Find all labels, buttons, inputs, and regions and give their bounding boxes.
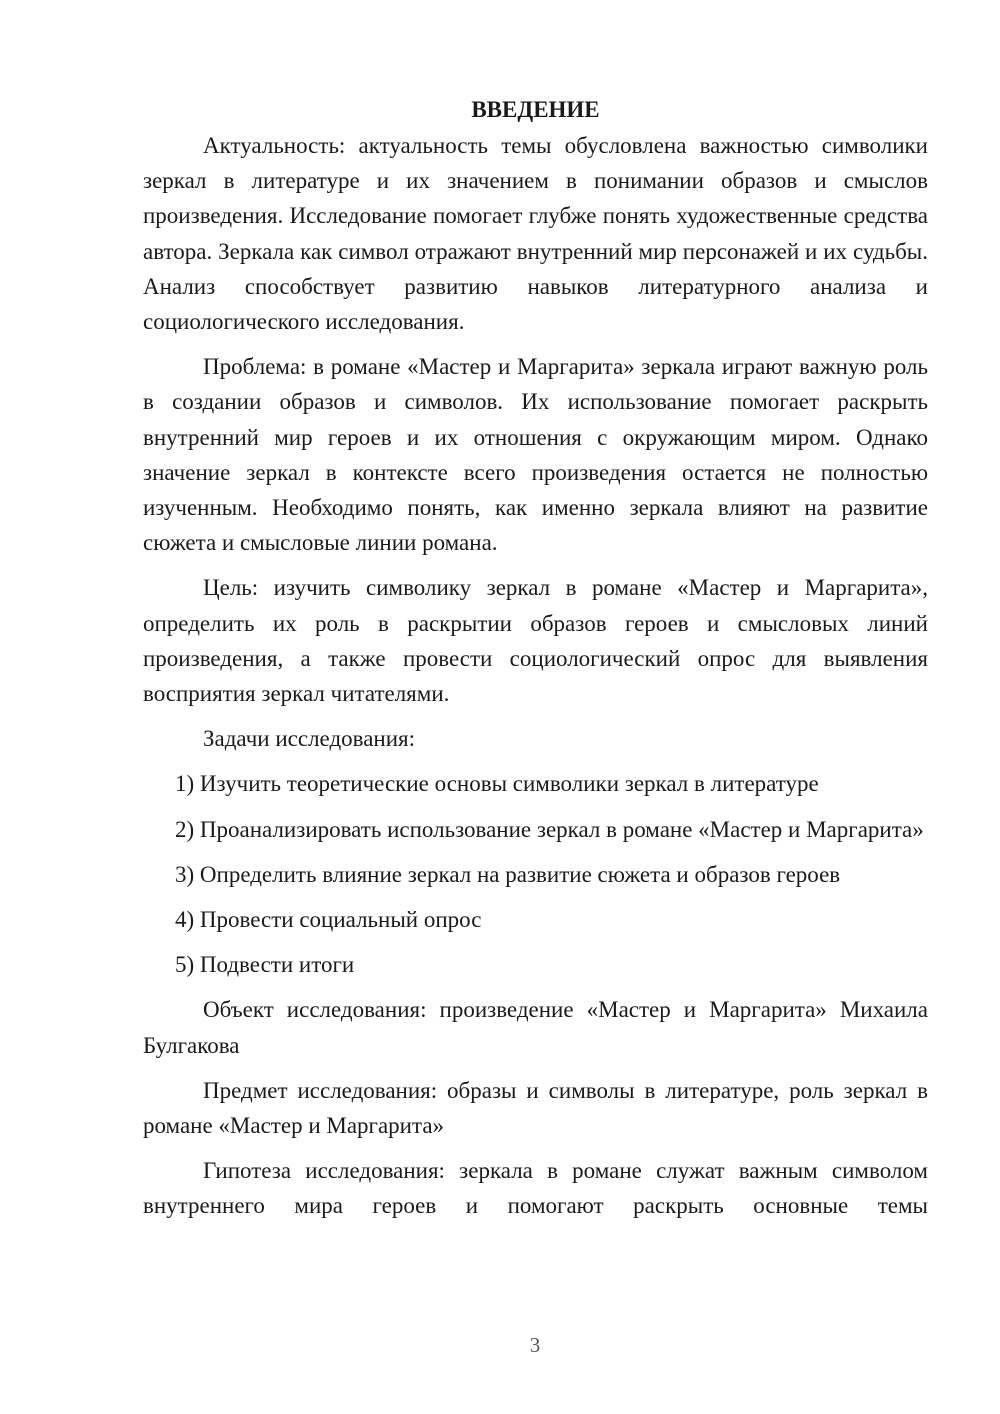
- page-number: 3: [529, 1333, 541, 1357]
- paragraph-goal: Цель: изучить символику зеркал в романе «Мастер и Маргарита», определить их роль в раскрытии образов героев и смысловых линий произведения, а также провести социологический опрос для выявления восприятия зеркал читателями.: [143, 575, 928, 707]
- task-item: 4) Провести социальный опрос: [175, 907, 482, 933]
- paragraph-relevance: Актуальность: актуальность темы обусловлена важностью символики зеркал в литературе и их значением в понимании образов и смыслов произведения. Исследование помогает глубже понять художественные средства автора. Зеркала как символ отражают внутренний мир персонажей и их судьбы. Анализ способствует развитию навыков литературного анализа и социологического исследования.: [143, 133, 928, 335]
- paragraph-tasks-heading: Задачи исследования:: [203, 726, 416, 752]
- paragraph-subject: Предмет исследования: образы и символы в литературе, роль зеркал в романе «Мастер и Маргарита»: [143, 1077, 928, 1139]
- page-content: [143, 92, 928, 1234]
- paragraph-problem: Проблема: в романе «Мастер и Маргарита» зеркала играют важную роль в создании образов и символов. Их использование помогает раскрыть внутренний мир героев и их отношения с окружающим миром. Однако значение зеркал в контексте всего произведения остается не полностью изученным. Необходимо понять, как именно зеркала влияют на развитие сюжета и смысловые линии романа.: [143, 354, 928, 556]
- section-title: ВВЕДЕНИЕ: [471, 97, 600, 122]
- task-item: 3) Определить влияние зеркал на развитие сюжета и образов героев: [175, 861, 841, 887]
- task-item: 2) Проанализировать использование зеркал в романе «Мастер и Маргарита»: [175, 816, 924, 842]
- paragraph-hypothesis: Гипотеза исследования: зеркала в романе служат важным символом внутреннего мира героев и помогают раскрыть основные темы: [143, 1158, 928, 1219]
- task-item: 1) Изучить теоретические основы символики зеркал в литературе: [175, 771, 819, 797]
- paragraph-object: Объект исследования: произведение «Мастер и Маргарита» Михаила Булгакова: [143, 997, 928, 1058]
- task-item: 5) Подвести итоги: [175, 952, 355, 978]
